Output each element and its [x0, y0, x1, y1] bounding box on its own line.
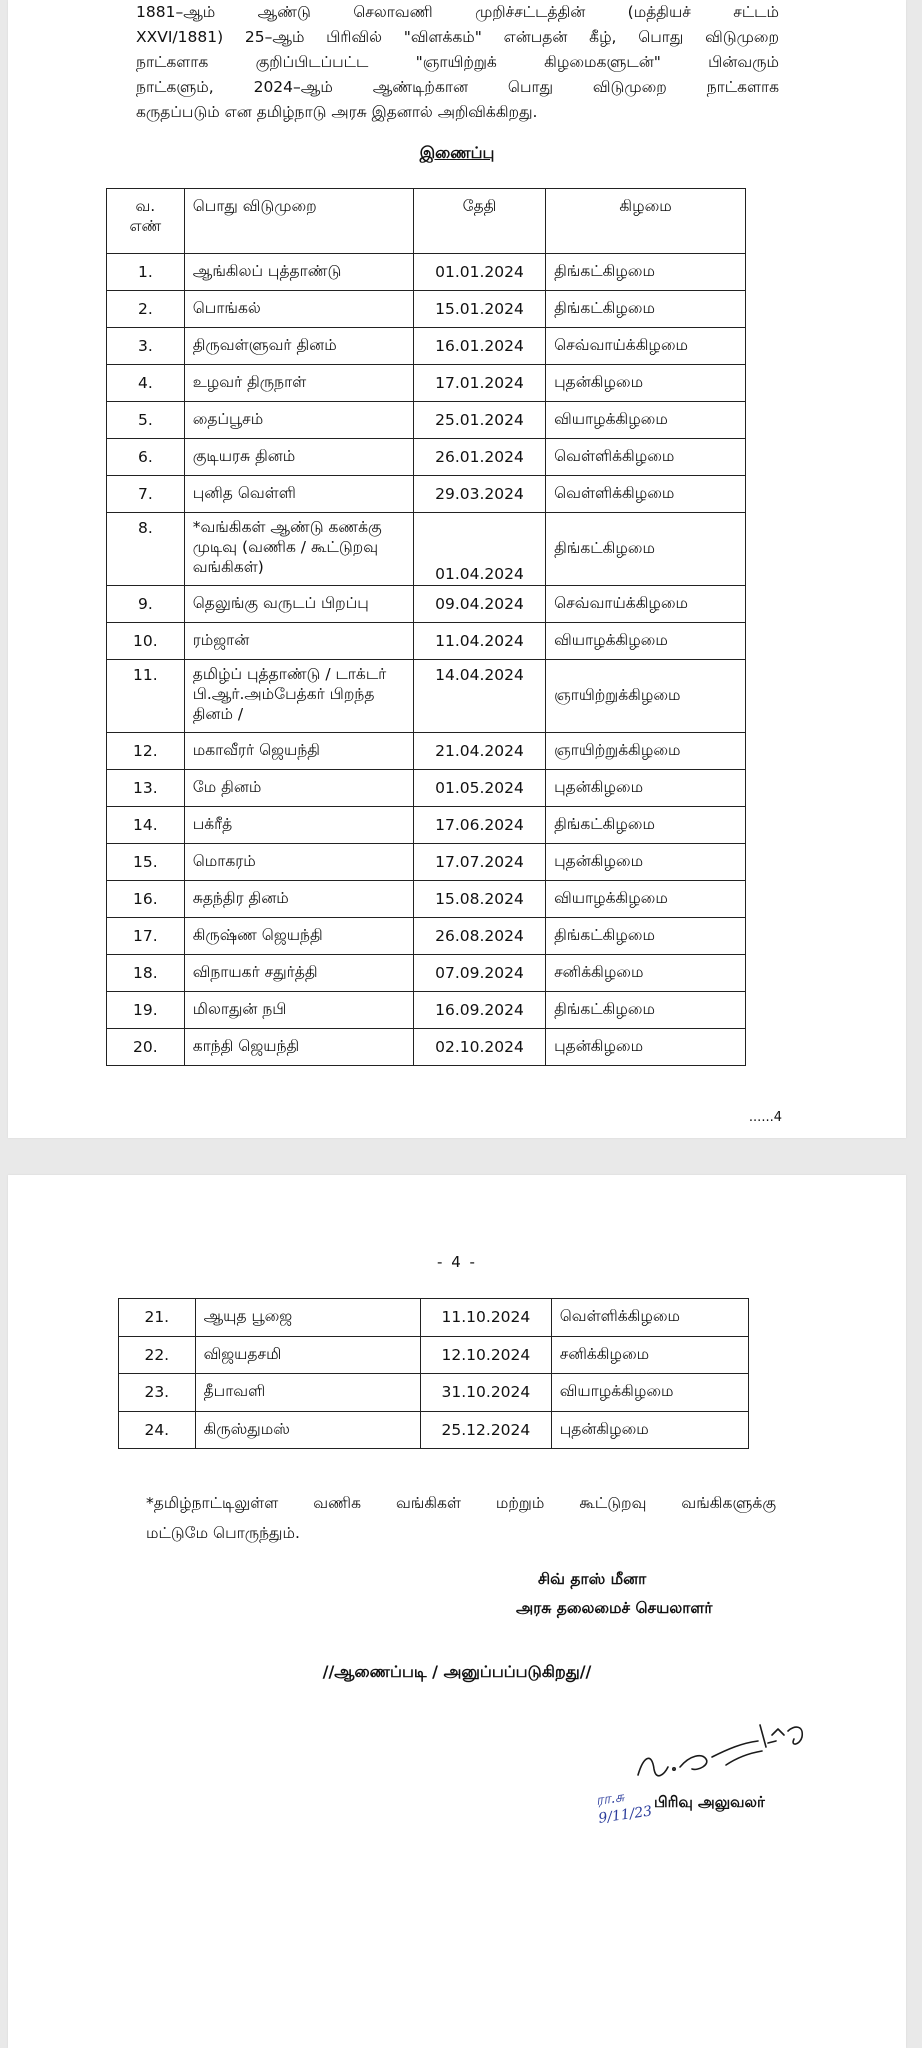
serial-cell: 15. [107, 844, 185, 881]
day-cell: திங்கட்கிழமை [546, 807, 746, 844]
annex-title: இணைப்பு [419, 143, 495, 162]
holiday-name-cell: ஆயுத பூஜை [195, 1299, 420, 1337]
table-row [107, 439, 746, 476]
serial-cell: 2. [107, 291, 185, 328]
table-header-row [107, 189, 746, 254]
day-cell: வெள்ளிக்கிழமை [546, 476, 746, 513]
holiday-table-continued [118, 1298, 749, 1449]
day-cell: வெள்ளிக்கிழமை [546, 439, 746, 476]
header-serial-line2: எண் [129, 217, 162, 235]
date-cell: 09.04.2024 [413, 586, 545, 623]
day-cell: வியாழக்கிழமை [546, 623, 746, 660]
day-cell: புதன்கிழமை [551, 1411, 748, 1449]
holiday-table-body [119, 1299, 749, 1449]
holiday-name-cell: ரம்ஜான் [184, 623, 413, 660]
table-row [119, 1336, 749, 1374]
holiday-name-cell: *வங்கிகள் ஆண்டு கணக்கு முடிவு (வணிக / கூட்டுறவு வங்கிகள்) [184, 513, 413, 586]
table-row [107, 955, 746, 992]
holiday-name-cell: தைப்பூசம் [184, 402, 413, 439]
intro-line: கருதப்படும் என தமிழ்நாடு அரசு இதனால் அறிவிக்கிறது. [136, 103, 538, 121]
serial-cell: 4. [107, 365, 185, 402]
intro-line: XXVI/1881) 25–ஆம் பிரிவில் "விளக்கம்" என்பதன் கீழ், பொது விடுமுறை [136, 28, 779, 46]
date-cell: 25.12.2024 [421, 1411, 552, 1449]
serial-cell: 9. [107, 586, 185, 623]
handwritten-ink-note [595, 1782, 671, 1841]
day-cell: புதன்கிழமை [546, 365, 746, 402]
day-cell: புதன்கிழமை [546, 844, 746, 881]
serial-cell: 5. [107, 402, 185, 439]
table-row [107, 254, 746, 291]
ink-note-line: ரா.சு [595, 1789, 626, 1809]
table-row [119, 1411, 749, 1449]
date-cell: 11.04.2024 [413, 623, 545, 660]
day-cell: செவ்வாய்க்கிழமை [546, 328, 746, 365]
date-cell: 15.01.2024 [413, 291, 545, 328]
serial-cell: 19. [107, 992, 185, 1029]
holiday-name-cell: விஜயதசமி [195, 1336, 420, 1374]
holiday-name-cell: தெலுங்கு வருடப் பிறப்பு [184, 586, 413, 623]
date-cell: 26.08.2024 [413, 918, 545, 955]
serial-cell: 1. [107, 254, 185, 291]
table-row [119, 1299, 749, 1337]
table-row [107, 733, 746, 770]
signer-name: சிவ் தாஸ் மீனா [538, 1570, 647, 1588]
page-number: - 4 - [437, 1253, 477, 1271]
holiday-name-cell: உழவர் திருநாள் [184, 365, 413, 402]
table-row [107, 513, 746, 586]
table-row [107, 992, 746, 1029]
holiday-name-cell: மிலாதுன் நபி [184, 992, 413, 1029]
date-cell: 16.09.2024 [413, 992, 545, 1029]
intro-line: நாட்களாக குறிப்பிடப்பட்ட "ஞாயிற்றுக் கிழமைகளுடன்" பின்வரும் [136, 53, 779, 71]
intro-line: நாட்களும், 2024–ஆம் ஆண்டிற்கான பொது விடுமுறை நாட்களாக [136, 78, 779, 96]
table-row [107, 660, 746, 733]
date-cell: 31.10.2024 [421, 1374, 552, 1412]
serial-cell: 13. [107, 770, 185, 807]
table-row [107, 291, 746, 328]
table-row [107, 770, 746, 807]
footnote-line: *தமிழ்நாட்டிலுள்ள வணிக வங்கிகள் மற்றும் கூட்டுறவு வங்கிகளுக்கு [146, 1494, 776, 1512]
holiday-name-cell: கிருஷ்ண ஜெயந்தி [184, 918, 413, 955]
table-row [107, 881, 746, 918]
holiday-name-cell: தீபாவளி [195, 1374, 420, 1412]
holiday-name-cell: மொகரம் [184, 844, 413, 881]
holiday-table-body [107, 254, 746, 1066]
handwritten-signature-icon [618, 1695, 818, 1795]
serial-cell: 6. [107, 439, 185, 476]
holiday-name-cell: பக்ரீத் [184, 807, 413, 844]
date-cell: 11.10.2024 [421, 1299, 552, 1337]
day-cell: வியாழக்கிழமை [546, 881, 746, 918]
serial-cell: 21. [119, 1299, 196, 1337]
header-date: தேதி [413, 189, 545, 254]
day-cell: சனிக்கிழமை [546, 955, 746, 992]
footnote [146, 1488, 776, 1548]
holiday-name-cell: பொங்கல் [184, 291, 413, 328]
intro-line: 1881–ஆம் ஆண்டு செலாவணி முறிச்சட்டத்தின் (மத்தியச் சட்டம் [136, 3, 779, 21]
table-row [107, 476, 746, 513]
day-cell: திங்கட்கிழமை [546, 291, 746, 328]
day-cell: திங்கட்கிழமை [546, 254, 746, 291]
holiday-name-cell: காந்தி ஜெயந்தி [184, 1029, 413, 1066]
table-row [107, 623, 746, 660]
serial-cell: 20. [107, 1029, 185, 1066]
day-cell: செவ்வாய்க்கிழமை [546, 586, 746, 623]
header-serial-line1: வ. [135, 197, 156, 215]
date-cell: 01.01.2024 [413, 254, 545, 291]
date-cell: 07.09.2024 [413, 955, 545, 992]
intro-paragraph [136, 0, 779, 125]
holiday-name-cell: தமிழ்ப் புத்தாண்டு / டாக்டர் பி.ஆர்.அம்பேத்கர் பிறந்த தினம் / [184, 660, 413, 733]
day-cell: வியாழக்கிழமை [546, 402, 746, 439]
holiday-table [106, 188, 746, 1066]
holiday-name-cell: திருவள்ளுவர் தினம் [184, 328, 413, 365]
day-cell: வெள்ளிக்கிழமை [551, 1299, 748, 1337]
order-line: //ஆணைப்படி / அனுப்பப்படுகிறது// [322, 1662, 592, 1681]
serial-cell: 3. [107, 328, 185, 365]
date-cell: 21.04.2024 [413, 733, 545, 770]
signer-title: அரசு தலைமைச் செயலாளர் [516, 1599, 713, 1617]
day-cell: திங்கட்கிழமை [546, 918, 746, 955]
table-row [107, 402, 746, 439]
table-row [107, 328, 746, 365]
serial-cell: 7. [107, 476, 185, 513]
header-day: கிழமை [546, 189, 746, 254]
day-cell: ஞாயிற்றுக்கிழமை [546, 660, 746, 733]
header-holiday: பொது விடுமுறை [184, 189, 413, 254]
table-row [107, 807, 746, 844]
date-cell: 01.04.2024 [413, 513, 545, 586]
serial-cell: 12. [107, 733, 185, 770]
date-cell: 17.07.2024 [413, 844, 545, 881]
holiday-name-cell: மகாவீரர் ஜெயந்தி [184, 733, 413, 770]
date-cell: 14.04.2024 [413, 660, 545, 733]
holiday-name-cell: மே தினம் [184, 770, 413, 807]
serial-cell: 10. [107, 623, 185, 660]
day-cell: சனிக்கிழமை [551, 1336, 748, 1374]
continuation-ref: ......4 [748, 1110, 782, 1125]
date-cell: 26.01.2024 [413, 439, 545, 476]
date-cell: 12.10.2024 [421, 1336, 552, 1374]
holiday-name-cell: புனித வெள்ளி [184, 476, 413, 513]
serial-cell: 22. [119, 1336, 196, 1374]
table-row [107, 1029, 746, 1066]
date-cell: 25.01.2024 [413, 402, 545, 439]
document-page-2 [8, 1175, 906, 2048]
serial-cell: 14. [107, 807, 185, 844]
day-cell: திங்கட்கிழமை [546, 513, 746, 586]
date-cell: 02.10.2024 [413, 1029, 545, 1066]
holiday-name-cell: ஆங்கிலப் புத்தாண்டு [184, 254, 413, 291]
day-cell: புதன்கிழமை [546, 1029, 746, 1066]
table-row [107, 918, 746, 955]
serial-cell: 17. [107, 918, 185, 955]
document-page-1 [8, 0, 906, 1138]
serial-cell: 8. [107, 513, 185, 586]
day-cell: வியாழக்கிழமை [551, 1374, 748, 1412]
serial-cell: 16. [107, 881, 185, 918]
table-row [119, 1374, 749, 1412]
holiday-name-cell: கிருஸ்துமஸ் [195, 1411, 420, 1449]
holiday-name-cell: குடியரசு தினம் [184, 439, 413, 476]
day-cell: புதன்கிழமை [546, 770, 746, 807]
holiday-name-cell: விநாயகர் சதுர்த்தி [184, 955, 413, 992]
serial-cell: 11. [107, 660, 185, 733]
section-officer-label: பிரிவு அலுவலர் [654, 1793, 765, 1811]
ink-note-line: 9/11/23 [597, 1803, 654, 1827]
holiday-name-cell: சுதந்திர தினம் [184, 881, 413, 918]
table-row [107, 844, 746, 881]
table-row [107, 365, 746, 402]
day-cell: திங்கட்கிழமை [546, 992, 746, 1029]
serial-cell: 23. [119, 1374, 196, 1412]
date-cell: 17.06.2024 [413, 807, 545, 844]
header-serial-number [107, 189, 185, 254]
day-cell: ஞாயிற்றுக்கிழமை [546, 733, 746, 770]
table-row [107, 586, 746, 623]
serial-cell: 18. [107, 955, 185, 992]
date-cell: 16.01.2024 [413, 328, 545, 365]
date-cell: 15.08.2024 [413, 881, 545, 918]
serial-cell: 24. [119, 1411, 196, 1449]
footnote-line: மட்டுமே பொருந்தும். [146, 1524, 300, 1542]
date-cell: 17.01.2024 [413, 365, 545, 402]
date-cell: 01.05.2024 [413, 770, 545, 807]
date-cell: 29.03.2024 [413, 476, 545, 513]
